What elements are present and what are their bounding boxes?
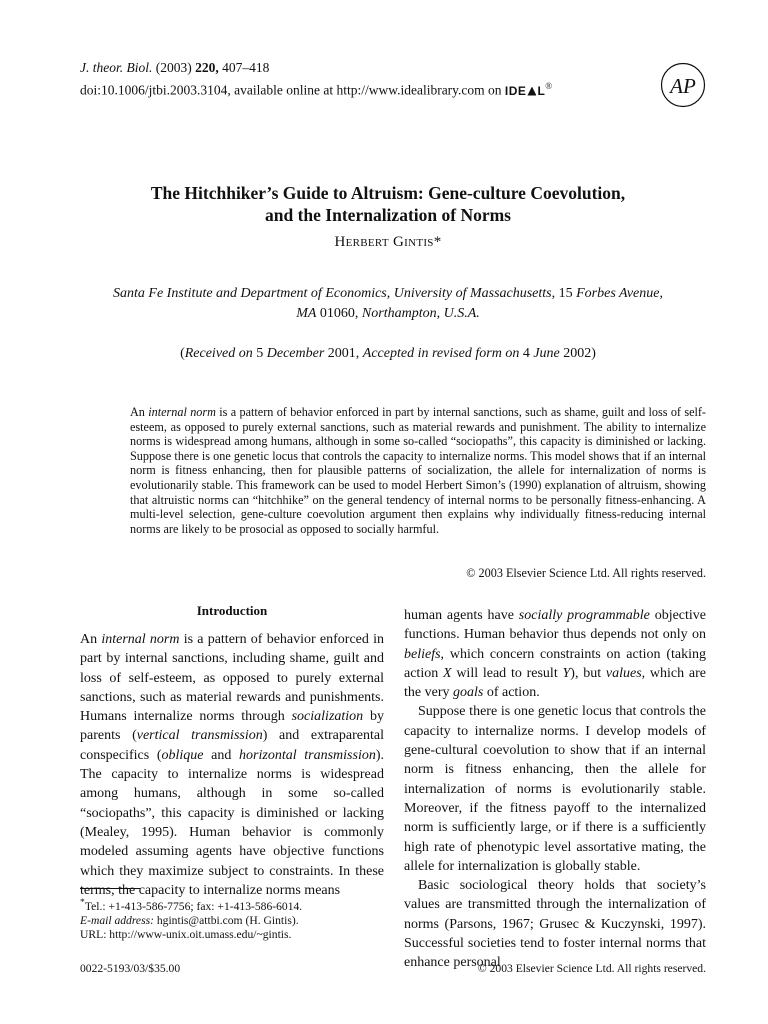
received-month: December — [266, 346, 325, 361]
ideal-reader-icon — [527, 87, 536, 96]
right-column — [404, 606, 706, 973]
paren-open: ( — [180, 346, 185, 361]
text-run: human agents have — [404, 608, 519, 623]
journal-header — [80, 58, 552, 101]
abstract-text: An — [130, 405, 149, 419]
issn-code: 0022-5193/03/$35.00 — [80, 962, 181, 975]
accepted-label: Accepted in revised form on — [362, 346, 520, 361]
affiliation — [80, 284, 696, 324]
citation-line — [80, 58, 552, 77]
footnote-marker: * — [80, 897, 85, 908]
italic-term: goals — [452, 685, 484, 701]
italic-term: vertical transmission — [136, 728, 263, 744]
footnote-email: hgintis@attbi.com (H. Gintis). — [153, 913, 299, 927]
ideal-logo-text: IDE — [504, 83, 527, 98]
abstract-term: internal norm — [148, 405, 216, 419]
affil-sep: , — [386, 286, 394, 301]
text-run: is a pattern of behavior enforced in part by internal sanctions, including shame, guilt and loss of self-esteem, as opposed to purely external sanctions, such as material rewards and punishments. Humans internalize norms through — [80, 632, 384, 725]
footnote-url: URL: http://www-unix.oit.umass.edu/~gintis. — [80, 927, 292, 941]
text-run: and — [203, 747, 240, 763]
text-run: ), but — [570, 665, 606, 681]
footnote-email-label: E-mail address: — [80, 913, 154, 927]
right-paragraph-1 — [404, 606, 706, 702]
text-run: by parents ( — [80, 709, 384, 744]
text-run: objective functions. Human behavior thus depends not only on — [404, 608, 706, 643]
section-heading-introduction: Introduction — [196, 603, 268, 618]
doi-line — [80, 77, 552, 101]
footnote — [80, 896, 400, 942]
affiliation-line-1 — [80, 284, 696, 304]
accepted-day: 4 — [519, 346, 534, 361]
affil-university: University of Massachusetts — [393, 286, 552, 301]
doi-text: doi:10.1006/jtbi.2003.3104, available online at http://www.idealibrary.com on — [80, 82, 502, 98]
affil-country: U.S.A. — [443, 306, 480, 321]
affil-street: Forbes Avenue — [576, 286, 660, 301]
intro-paragraph-1 — [80, 630, 384, 900]
author-name: Herbert Gintis* — [334, 234, 442, 250]
ideal-logo-end: L — [537, 83, 546, 98]
footer-copyright: © 2003 Elsevier Science Ltd. All rights reserved. — [477, 962, 706, 975]
right-paragraph-3: Basic sociological theory holds that society’s values are transmitted through the internalization of norms (Parsons, 1967; Grusec & Kuczynski, 1997). Successful societies tend to foster internal norms that enhance personal — [404, 878, 706, 971]
received-label: Received on — [184, 346, 253, 361]
italic-term: oblique — [161, 747, 204, 763]
abstract-text: is a pattern of behavior enforced in part by internal sanctions, such as shame, guilt and loss of self-esteem, as opposed to purely external sanctions, such as material rewards and punishment. The ability to internalize norms is widespread among humans, although in some so-called “sociopaths”, this capacity is diminished or lacking. Suppose there is one genetic locus that controls the capacity to internalize norms. This model shows that if an internal norm is fitness enhancing, then for plausible patterns of socialization, the allele for internalization of norms is evolutionarily stable. This framework can be used to model Herbert Simon’s (1990) explanation of altruism, showing that altruistic norms can “hitchhike” on the general tendency of internal norms to be personally fitness-enhancing. A multi-level selection, gene-culture coevolution argument then explains why individually fitness-reducing internal norms are likely to be prosocial as opposed to socially harmful. — [130, 405, 706, 536]
journal-name: J. theor. Biol. — [80, 60, 153, 75]
footnote-contact — [80, 896, 400, 914]
footnote-phone: Tel.: +1-413-586-7756; fax: +1-413-586-6014. — [84, 899, 303, 913]
journal-pages: 407–418 — [222, 60, 270, 75]
text-run: An — [80, 632, 102, 647]
journal-year: (2003) — [155, 60, 192, 75]
footnote-rule — [80, 888, 140, 889]
publisher-logo — [660, 62, 706, 108]
ap-logo-text: AP — [670, 74, 696, 98]
abstract — [130, 405, 706, 536]
italic-term: values — [605, 665, 642, 681]
affiliation-line-2 — [80, 304, 696, 324]
footnote-email-line — [80, 914, 400, 928]
ideal-logo — [505, 84, 545, 98]
affil-sep: , — [436, 306, 444, 321]
affil-number: , 15 — [551, 286, 577, 301]
abstract-copyright: © 2003 Elsevier Science Ltd. All rights reserved. — [466, 566, 706, 580]
italic-term: beliefs — [404, 646, 441, 662]
received-day: 5 — [252, 346, 267, 361]
affil-sep: , — [659, 286, 663, 301]
italic-term: X — [442, 665, 452, 681]
received-dates — [80, 346, 696, 362]
affil-city: Northampton — [361, 306, 437, 321]
text-run: , which concern constraints on action (taking action — [404, 646, 706, 681]
text-run: of action. — [483, 685, 540, 701]
text-run: ). The capacity to internalize norms is widespread among humans, although in some so-called “sociopaths”, this capacity is diminished or lacking (Mealey, 1995). Human behavior is commonly modeled assuming agents have objective functions which they maximize subject to constraints. In these terms, the capacity to internalize norms means — [80, 747, 385, 898]
text-run: ) and extraparental conspecifics ( — [80, 728, 384, 763]
ap-logo-icon — [660, 62, 706, 108]
paper-title — [80, 182, 696, 226]
italic-term: Y — [562, 665, 571, 681]
text-run: , which are the very — [404, 665, 706, 701]
affil-zip: 01060, — [316, 306, 362, 321]
title-line-2: and the Internalization of Norms — [265, 205, 511, 225]
right-paragraph-2: Suppose there is one genetic locus that controls the capacity to internalize norms. I develop models of gene-cultural coevolution to show that if an internal norm is fitness enhancing, then the allele for internalization of norms is evolutionarily stable. Moreover, if the fitness payoff to the internalized norm is sufficiently large, or if there is a sufficiently high rate of phenotypic level assortative mating, the allele for internalization is globally stable. — [404, 704, 706, 874]
affil-state: MA — [296, 306, 317, 321]
accepted-year: 2002) — [559, 346, 596, 361]
title-line-1: The Hitchhiker’s Guide to Altruism: Gene-culture Coevolution, — [150, 183, 626, 203]
registered-mark: ® — [545, 81, 553, 91]
affil-institute: Santa Fe Institute and Department of Economics — [113, 286, 387, 301]
italic-term: socially programmable — [518, 608, 650, 623]
text-run: will lead to result — [451, 665, 563, 681]
left-column — [80, 630, 384, 900]
journal-volume: 220, — [195, 60, 219, 75]
accepted-month: June — [533, 346, 560, 361]
italic-term: internal norm — [101, 632, 180, 647]
italic-term: horizontal transmission — [239, 747, 376, 763]
italic-term: socialization — [291, 709, 364, 725]
received-year: 2001, — [324, 346, 363, 361]
